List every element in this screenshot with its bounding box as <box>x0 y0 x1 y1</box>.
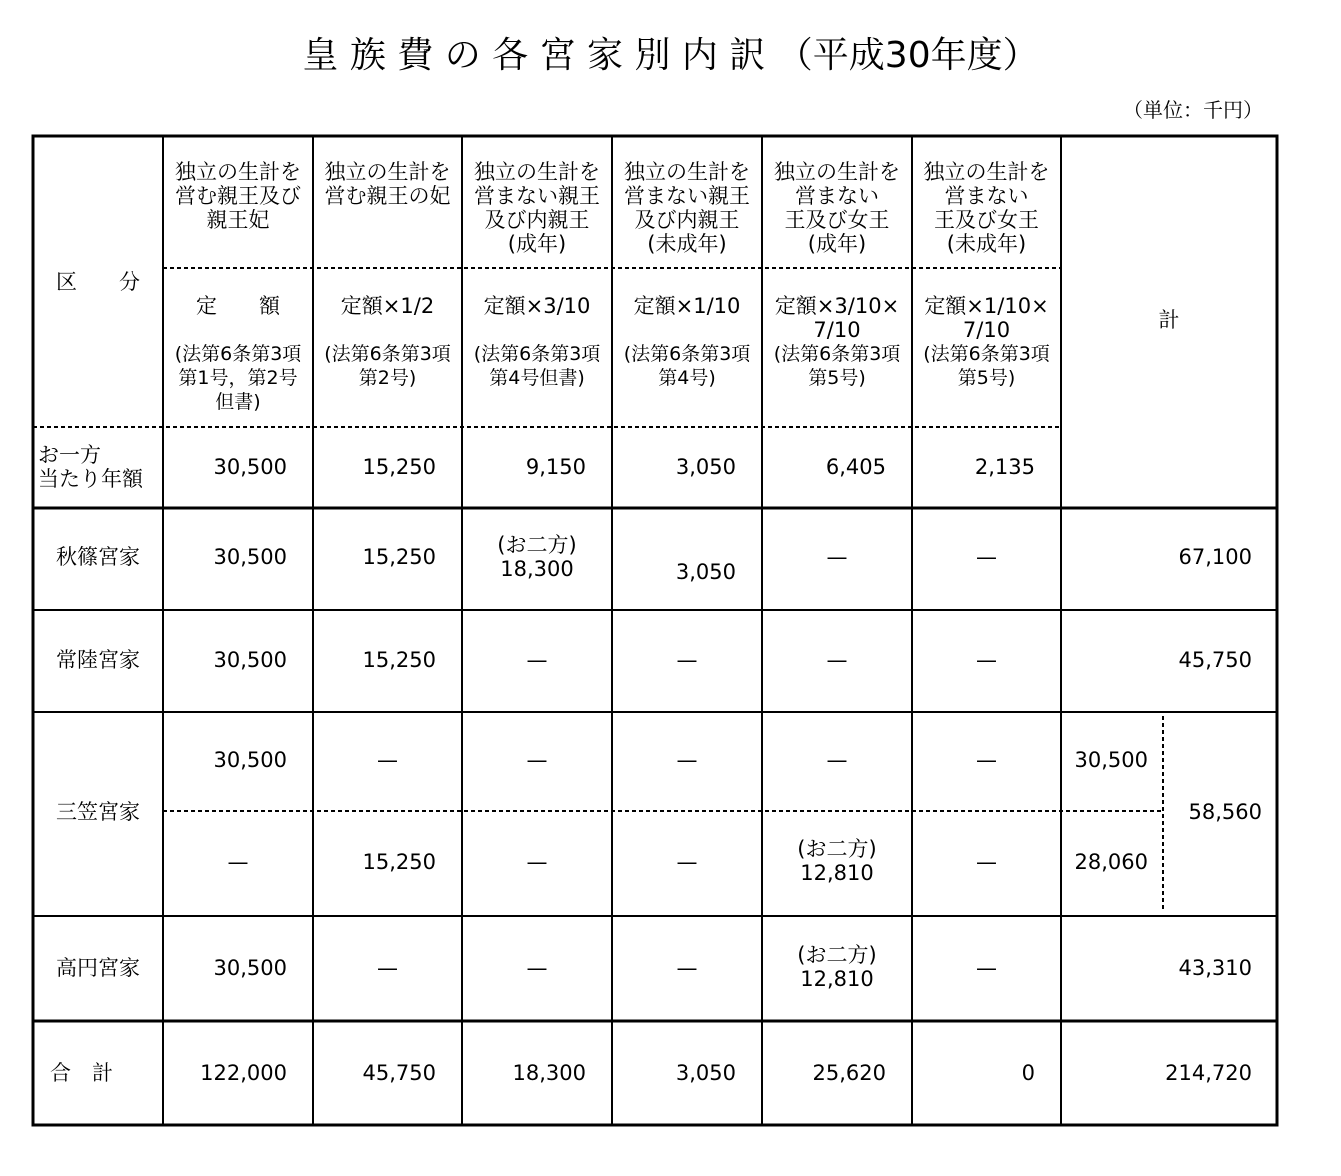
table-cell: (お二方) 18,300 <box>497 533 577 581</box>
table-cell: 0 <box>1021 1061 1035 1085</box>
row-total: 67,100 <box>1178 545 1252 569</box>
col1-rate: 定 額 <box>196 294 280 318</box>
category-header: 区 分 <box>56 270 140 294</box>
per-person-value: 30,500 <box>213 455 287 479</box>
table-cell: — <box>377 956 398 980</box>
col4-rate: 定額×1/10 <box>633 294 741 318</box>
col4-law: (法第6条第3項 第4号) <box>623 343 751 389</box>
col5-rate: 定額×3/10× 7/10 <box>774 294 900 342</box>
table-cell: — <box>976 956 997 980</box>
total-header: 計 <box>1158 308 1180 332</box>
row-total: 43,310 <box>1178 956 1252 980</box>
table-cell: (お二方) 12,810 <box>797 943 877 991</box>
grand-total-label: 合 計 <box>50 1061 113 1085</box>
row-label-takamado: 高円宮家 <box>56 956 140 980</box>
table-cell: 3,050 <box>675 560 736 584</box>
per-person-value: 3,050 <box>675 455 736 479</box>
col3-law: (法第6条第3項 第4号但書) <box>473 343 601 389</box>
per-person-value: 2,135 <box>974 455 1035 479</box>
table-cell: — <box>826 648 848 672</box>
table-cell: 15,250 <box>362 545 436 569</box>
unit-label: （単位：千円） <box>1123 98 1263 122</box>
table-cell: — <box>526 956 548 980</box>
table-cell: 15,250 <box>362 850 436 874</box>
col6-desc: 独立の生計を 営まない 王及び女王 (未成年) <box>923 160 1050 256</box>
table-cell: 3,050 <box>675 1061 736 1085</box>
table-cell: — <box>976 850 997 874</box>
table-cell: 15,250 <box>362 648 436 672</box>
table-cell: 30,500 <box>213 648 287 672</box>
table-cell: — <box>976 748 997 772</box>
page-title: 皇 族 費 の 各 宮 家 別 内 訳 （平成30年度） <box>302 35 1039 76</box>
col2-rate: 定額×1/2 <box>340 294 435 318</box>
table-cell: — <box>826 545 848 569</box>
row-total: 58,560 <box>1188 800 1262 824</box>
table-cell: 30,500 <box>213 545 287 569</box>
table-cell: — <box>976 545 997 569</box>
table-cell: — <box>526 648 548 672</box>
table-cell: — <box>826 748 848 772</box>
per-person-value: 15,250 <box>362 455 436 479</box>
row-label-mikasa: 三笠宮家 <box>56 800 140 824</box>
row-label-akishino: 秋篠宮家 <box>56 545 140 569</box>
table-cell: — <box>526 748 548 772</box>
table-cell: 18,300 <box>512 1061 586 1085</box>
table-cell: — <box>227 850 249 874</box>
col5-law: (法第6条第3項 第5号) <box>773 343 901 389</box>
col6-rate: 定額×1/10× 7/10 <box>924 294 1049 342</box>
table-cell: (お二方) 12,810 <box>797 837 877 885</box>
table-cell: — <box>676 748 698 772</box>
table-cell: — <box>676 850 698 874</box>
col5-desc: 独立の生計を 営まない 王及び女王 (成年) <box>774 160 900 256</box>
col2-law: (法第6条第3項 第2号) <box>324 343 451 389</box>
table-cell: 122,000 <box>200 1061 287 1085</box>
col1-desc: 独立の生計を 営む親王及び 親王妃 <box>175 160 301 232</box>
table-cell: — <box>976 648 997 672</box>
table-cell: 30,500 <box>213 748 287 772</box>
row-total: 45,750 <box>1178 648 1252 672</box>
col1-law: (法第6条第3項 第1号，第2号 但書) <box>174 343 302 413</box>
per-person-label: お一方 当たり年額 <box>38 443 143 491</box>
table-cell: — <box>676 956 698 980</box>
table-cell: — <box>377 748 398 772</box>
col3-rate: 定額×3/10 <box>483 294 591 318</box>
per-person-value: 6,405 <box>825 455 886 479</box>
per-person-value: 9,150 <box>525 455 586 479</box>
table-cell: 45,750 <box>362 1061 436 1085</box>
col6-law: (法第6条第3項 第5号) <box>923 343 1050 389</box>
grand-total: 214,720 <box>1165 1061 1252 1085</box>
table-cell: — <box>526 850 548 874</box>
col2-desc: 独立の生計を 営む親王の妃 <box>324 160 451 208</box>
col4-desc: 独立の生計を 営まない親王 及び内親王 (未成年) <box>624 160 750 256</box>
row-subtotal: 28,060 <box>1074 850 1148 874</box>
col3-desc: 独立の生計を 営まない親王 及び内親王 (成年) <box>474 160 600 256</box>
table-cell: — <box>676 648 698 672</box>
row-label-hitachi: 常陸宮家 <box>56 648 140 672</box>
table-cell: 25,620 <box>812 1061 886 1085</box>
row-subtotal: 30,500 <box>1074 748 1148 772</box>
table-cell: 30,500 <box>213 956 287 980</box>
